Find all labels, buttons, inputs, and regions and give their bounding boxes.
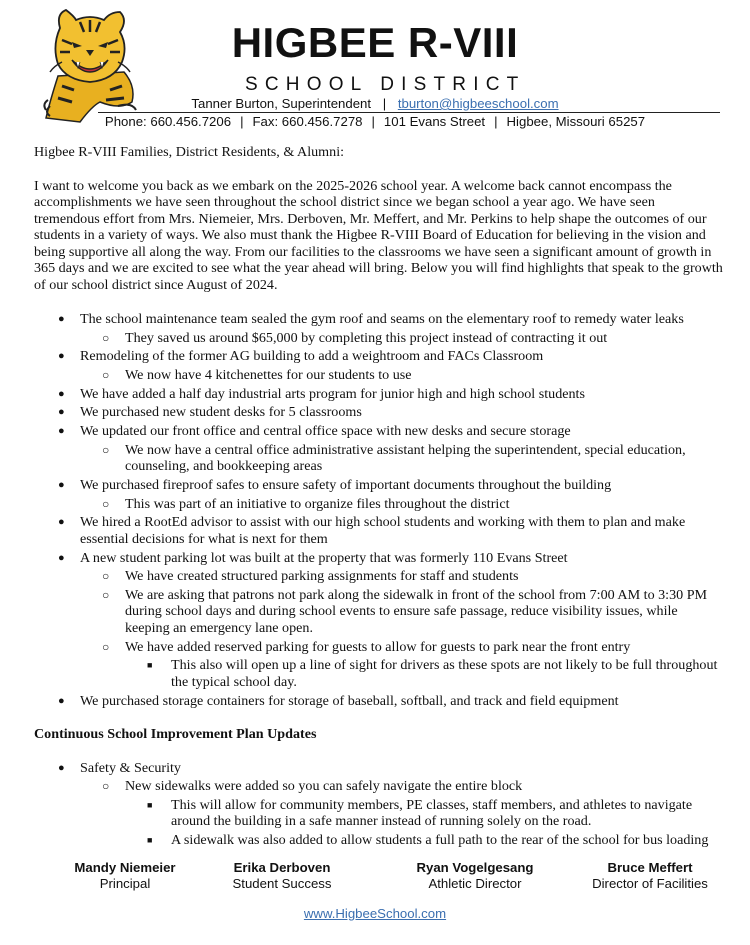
- superintendent-name: Tanner Burton, Superintendent: [191, 96, 372, 111]
- list-item: ● Safety & Security: [58, 759, 181, 776]
- list-item: ○ We have added reserved parking for guests to allow for guests to park near the front entry: [102, 638, 631, 655]
- circle-bullet-icon: ○: [102, 330, 110, 345]
- list-item: ■ This will allow for community members, PE classes, staff members, and athletes to navigate around the building in a safe manner instead of running solely on the road.: [147, 796, 693, 830]
- staff-name: Ryan Vogelgesang: [416, 860, 534, 875]
- list-item: ○ New sidewalks were added so you can safely navigate the entire block: [102, 778, 523, 795]
- plan-list: [34, 760, 724, 849]
- list-item: ■ A sidewalk was also added to allow students a full path to the rear of the school for bus loading: [147, 832, 709, 849]
- street-address: 101 Evans Street: [383, 114, 486, 129]
- list-item: ● We updated our front office and central office space with new desks and secure storage: [58, 423, 571, 440]
- list-item: ■ This also will open up a line of sight for drivers as these spots are not likely to be full throughout the typical school day.: [147, 657, 718, 690]
- list-item: ○ We are asking that patrons not park along the sidewalk in front of the school from 7:00 AM to 3:30 PM during school days and during school events to ensure safe passage, reduce visibility issues, while keeping an emergency lane open.: [102, 586, 708, 636]
- staff-name: Erika Derboven: [233, 860, 331, 875]
- fax-number: Fax: 660.456.7278: [252, 114, 363, 129]
- district-subtitle: SCHOOL DISTRICT: [245, 74, 526, 95]
- circle-bullet-icon: ○: [102, 639, 110, 654]
- list-item: ● We purchased storage containers for storage of baseball, softball, and track and field equipment: [58, 692, 619, 709]
- bullet-icon: ●: [58, 516, 65, 529]
- intro-paragraph: I want to welcome you back as we embark on the 2025-2026 school year. A welcome back cannot encompass the accomplishments we have seen throughout the school district since we began school a year ago. We have seen tremendous effort from Mrs. Niemeier, Mrs. Derboven, Mr. Meffert, and Mr. Perkins to help shape the outcomes of our students in a variety of ways. We also must thank the Higbee R-VIII Board of Education for believing in the vision and being supportive all along the way. From our facilities to the classrooms we have seen a significant amount of growth in 365 days and we are excited to see what the year ahead will bring. Below you will find highlights that speak to the growth of our school district since August of 2024.: [34, 177, 723, 293]
- staff-role: Director of Facilities: [592, 876, 708, 891]
- staff-role: Athletic Director: [428, 876, 522, 891]
- bullet-icon: ●: [58, 551, 65, 564]
- list-item: ● We purchased fireproof safes to ensure safety of important documents throughout the building: [58, 477, 612, 493]
- bullet-icon: ●: [58, 694, 65, 707]
- circle-bullet-icon: ○: [102, 779, 110, 794]
- superintendent-email-link[interactable]: tburton@higbeeschool.com: [397, 96, 559, 111]
- staff-role: Student Success: [232, 876, 332, 891]
- separator: |: [371, 114, 375, 129]
- bullet-icon: ●: [58, 406, 65, 419]
- circle-bullet-icon: ○: [102, 496, 110, 511]
- bullet-icon: ●: [58, 350, 65, 363]
- staff-member: [580, 860, 720, 892]
- staff-member: [70, 860, 180, 892]
- circle-bullet-icon: ○: [102, 569, 110, 584]
- list-item: ○ We now have 4 kitchenettes for our students to use: [102, 367, 412, 384]
- separator: |: [240, 114, 244, 129]
- list-item: ● We purchased new student desks for 5 classrooms: [58, 404, 362, 421]
- square-bullet-icon: ■: [147, 799, 153, 810]
- list-item: ● A new student parking lot was built at the property that was formerly 110 Evans Street: [58, 549, 568, 566]
- contact-line: [0, 114, 750, 130]
- bullet-icon: ●: [58, 387, 65, 400]
- staff-member: [222, 860, 342, 892]
- staff-member: [410, 860, 540, 892]
- list-item: ● We hired a RootEd advisor to assist with our high school students and working with them to plan and make essential decisions for what is next for them: [58, 514, 686, 547]
- list-item: ● The school maintenance team sealed the gym roof and seams on the elementary roof to remedy water leaks: [58, 311, 684, 327]
- circle-bullet-icon: ○: [102, 587, 110, 602]
- phone-number: Phone: 660.456.7206: [104, 114, 232, 129]
- header-divider: [98, 112, 720, 113]
- list-item: ○ They saved us around $65,000 by completing this project instead of contracting it out: [102, 329, 608, 346]
- square-bullet-icon: ■: [147, 835, 153, 846]
- circle-bullet-icon: ○: [102, 442, 110, 457]
- circle-bullet-icon: ○: [102, 368, 110, 383]
- staff-role: Principal: [99, 876, 151, 891]
- bullet-icon: ●: [58, 425, 65, 438]
- list-item: ● We have added a half day industrial arts program for junior high and high school students: [58, 385, 585, 402]
- list-item: ○ We now have a central office administrative assistant helping the superintendent, special education, counseling, and bookkeeping areas: [102, 441, 686, 475]
- list-item: ○ This was part of an initiative to organize files throughout the district: [102, 495, 510, 512]
- separator: |: [382, 96, 387, 111]
- highlights-list: [34, 311, 724, 709]
- separator: |: [494, 114, 498, 129]
- staff-name: Mandy Niemeier: [74, 860, 176, 875]
- square-bullet-icon: ■: [147, 660, 153, 671]
- list-item: ● Remodeling of the former AG building to add a weightroom and FACs Classroom: [58, 348, 544, 365]
- greeting: Higbee R-VIII Families, District Residents, & Alumni:: [34, 144, 345, 160]
- bullet-icon: ●: [58, 313, 65, 325]
- section-heading: Continuous School Improvement Plan Updates: [34, 726, 317, 742]
- district-title: HIGBEE R-VIII: [231, 19, 519, 66]
- website-link[interactable]: www.HigbeeSchool.com: [303, 906, 447, 921]
- list-item: ○ We have created structured parking assignments for staff and students: [102, 568, 519, 585]
- bullet-icon: ●: [58, 761, 65, 774]
- staff-name: Bruce Meffert: [607, 860, 693, 875]
- city-state-zip: Higbee, Missouri 65257: [506, 114, 646, 129]
- superintendent-line: [0, 96, 750, 112]
- letter-body: [34, 144, 724, 851]
- bullet-icon: ●: [58, 479, 65, 491]
